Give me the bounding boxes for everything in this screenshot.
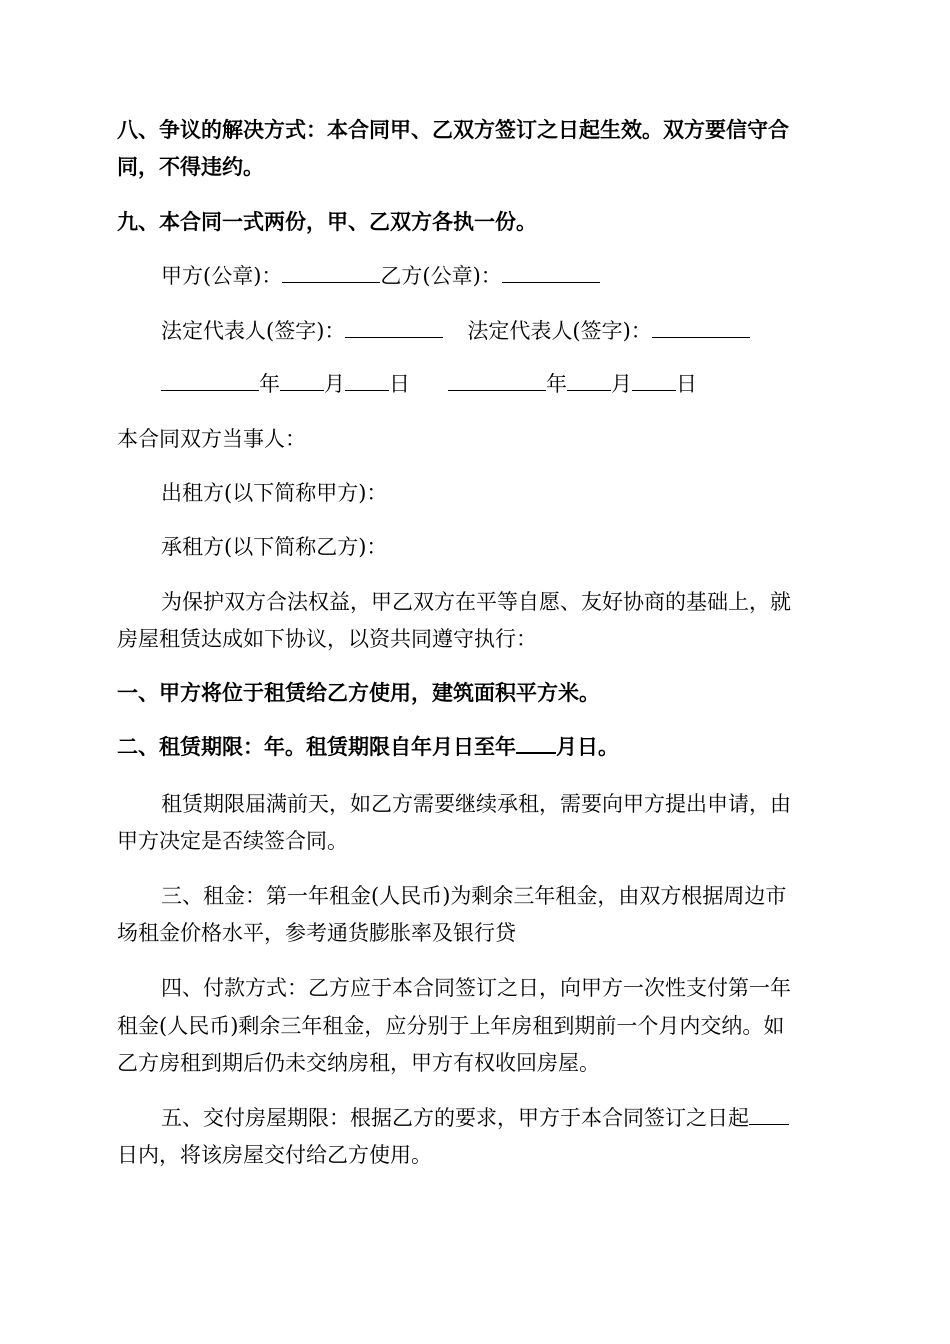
clause-5-line-2: 日内，将该房屋交付给乙方使用。 (117, 1143, 432, 1167)
rep-a-blank (345, 317, 443, 338)
date-b-year-label: 年 (546, 372, 567, 396)
clause-5-text: 五、交付房屋期限：根据乙方的要求，甲方于本合同签订之日起 (161, 1106, 749, 1130)
party-a-seal-label: 甲方(公章)： (161, 264, 283, 288)
clause-3-line-2: 场租金价格水平，参考通货膨胀率及银行贷 (117, 921, 516, 945)
party-b-seal-label: 乙方(公章)： (380, 264, 502, 288)
renewal-line-1: 租赁期限届满前天，如乙方需要继续承租，需要向甲方提出申请，由 (161, 792, 791, 816)
preamble-line-2: 房屋租赁达成如下协议，以资共同遵守执行： (117, 627, 537, 651)
party-b-seal-blank (502, 262, 600, 283)
clause-2-part-1: 二、租赁期限：年。租赁期限自年月日至年 (117, 734, 516, 759)
clause-4-line-1: 四、付款方式：乙方应于本合同签订之日，向甲方一次性支付第一年 (161, 976, 791, 1000)
clause-4-line-2: 租金(人民币)剩余三年租金，应分别于上年房租到期前一个月内交纳。如 (117, 1014, 785, 1038)
date-a-day-label: 日 (389, 372, 410, 396)
rep-b-blank (652, 317, 750, 338)
date-b-month-blank (567, 370, 611, 391)
party-a-seal-blank (282, 262, 380, 283)
clause-4-line-3: 乙方房租到期后仍未交纳房租，甲方有权收回房屋。 (117, 1051, 600, 1075)
clause-3-line-1: 三、租金：第一年租金(人民币)为剩余三年租金，由双方根据周边市 (161, 884, 787, 908)
clause-8-line-2: 同，不得违约。 (117, 154, 264, 179)
clause-8-line-1: 八、争议的解决方式：本合同甲、乙双方签订之日起生效。双方要信守合 (117, 117, 789, 142)
seal-line (161, 261, 600, 291)
date-b-month-label: 月 (611, 372, 632, 396)
date-a-year-blank (161, 370, 259, 391)
clause-2-part-2: 月日。 (556, 734, 619, 759)
clause-5-blank (749, 1104, 789, 1125)
date-a-month-label: 月 (324, 372, 345, 396)
clause-2-blank (516, 732, 556, 754)
date-line (161, 369, 697, 399)
date-a-day-blank (345, 370, 389, 391)
clause-5-line-1 (161, 1103, 789, 1133)
date-b-day-blank (632, 370, 676, 391)
date-a-month-blank (280, 370, 324, 391)
renewal-line-2: 甲方决定是否续签合同。 (117, 829, 348, 853)
clause-1: 一、甲方将位于租赁给乙方使用，建筑面积平方米。 (117, 680, 600, 705)
representative-line (161, 316, 750, 346)
date-b-year-blank (448, 370, 546, 391)
clause-2 (117, 732, 619, 762)
parties-heading: 本合同双方当事人： (117, 427, 306, 451)
date-a-year-label: 年 (259, 372, 280, 396)
lessor-line: 出租方(以下简称甲方)： (161, 481, 388, 505)
date-b-day-label: 日 (676, 372, 697, 396)
clause-9: 九、本合同一式两份，甲、乙双方各执一份。 (117, 209, 537, 234)
preamble-line-1: 为保护双方合法权益，甲乙双方在平等自愿、友好协商的基础上，就 (161, 590, 791, 614)
rep-a-label: 法定代表人(签字)： (161, 319, 346, 343)
lessee-line: 承租方(以下简称乙方)： (161, 535, 388, 559)
rep-b-label: 法定代表人(签字)： (467, 319, 652, 343)
